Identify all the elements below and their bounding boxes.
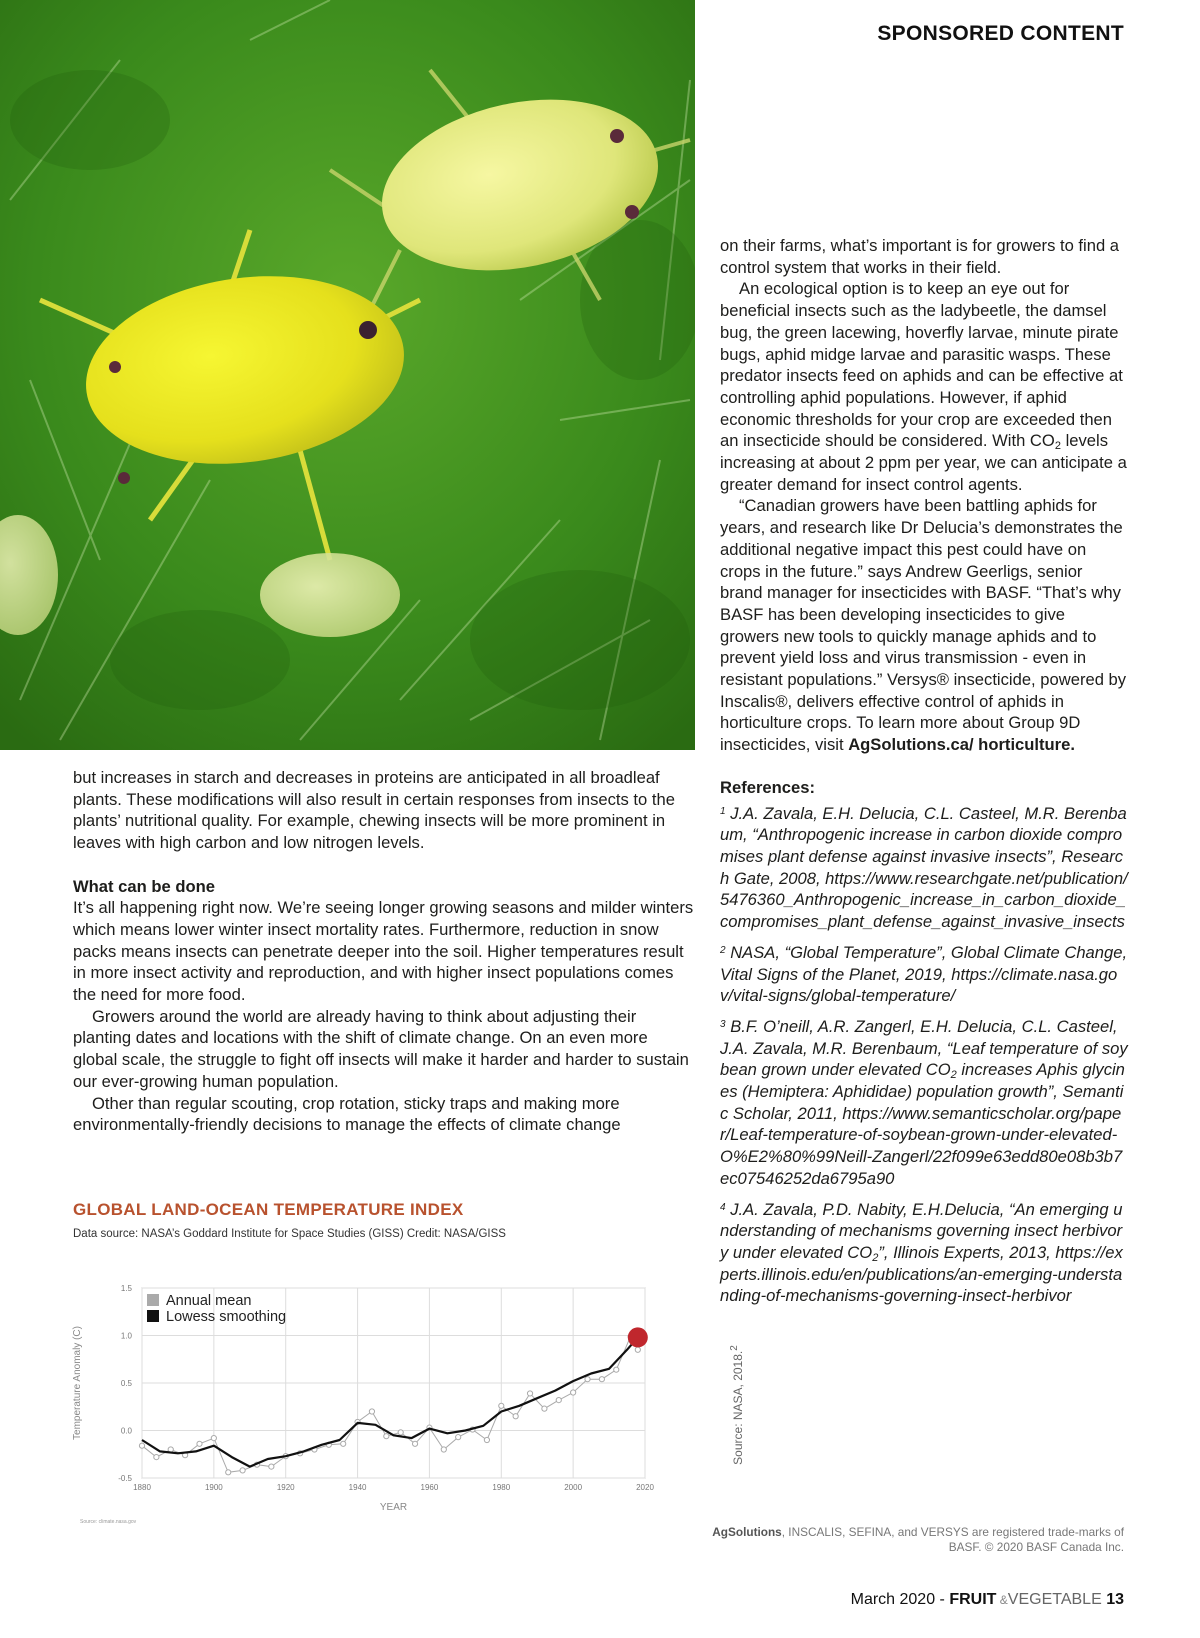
chart-small-note: Source: climate.nasa.gov	[80, 1519, 137, 1525]
reference-item: $^2$ NASA, “Global Temperature”, Global Climate Change, Vital Signs of the Planet, 2019, https://climate.nasa.gov/vital-signs/global-temperature/	[720, 942, 1128, 1006]
agsolutions-link[interactable]: AgSolutions.ca/ horticulture.	[848, 735, 1075, 755]
left-paragraph-4: Other than regular scouting, crop rotation, sticky traps and making more environmentally-friendly decisions to manage the effects of climate change	[73, 1093, 621, 1135]
annual-mean-point	[635, 1347, 640, 1352]
annual-mean-point	[542, 1406, 547, 1411]
annual-mean-point	[484, 1437, 489, 1442]
y-tick-label: 0.0	[120, 1426, 132, 1436]
x-tick-label: 2020	[636, 1483, 654, 1492]
chart-title: GLOBAL LAND-OCEAN TEMPERATURE INDEX	[73, 1200, 464, 1219]
y-axis-label: Temperature Anomaly (C)	[72, 1326, 83, 1440]
right-paragraph-3: “Canadian growers have been battling aphids for years, and research like Dr Delucia’s demonstrates the additional negative impact this pest could have on crops in the future.” says Andrew Geerligs, senior brand manager for insecticides with BASF. “That’s why BASF has been developing insecticides to give growers new tools to quickly manage aphids and to prevent yield loss and virus transmission - even in resistant populations.” Versys® insecticide, powered by Inscalis®, delivers effective control of aphids in horticulture crops. To learn more about Group 9D insecticides, visit AgSolutions.ca/ horticulture.	[720, 496, 1127, 755]
left-paragraph-2: It’s all happening right now. We’re seeing longer growing seasons and milder winters which means lower winter insect mortality rates. Furthermore, reduction in snow packs means insects can penetrate deeper into the soil. Higher temperatures result in more insect activity and reproduction, and with higher insect populations comes the need for more food.	[73, 898, 694, 1005]
y-tick-label: 1.5	[120, 1284, 132, 1293]
annual-mean-point	[341, 1441, 346, 1446]
annual-mean-point	[441, 1447, 446, 1452]
left-paragraph-1: but increases in starch and decreases in proteins are anticipated in all broadleaf plants. These modifications will also result in certain responses from insects to the plants’ nutritional quality. For example, chewing insects will be more prominent in leaves with high carbon and low nitrogen levels.	[73, 768, 675, 853]
right-paragraph-1: on their farms, what’s important is for growers to find a control system that works in their field.	[720, 236, 1120, 277]
annual-mean-point	[412, 1441, 417, 1446]
left-column	[73, 767, 695, 1136]
y-tick-label: 0.5	[120, 1379, 132, 1388]
x-axis-label: YEAR	[379, 1502, 408, 1513]
section-heading: What can be done	[73, 876, 215, 896]
legend-swatch-annual	[147, 1294, 159, 1306]
annual-mean-point	[614, 1367, 619, 1372]
sponsored-content-label: SPONSORED CONTENT	[877, 22, 1124, 45]
annual-mean-point	[513, 1414, 518, 1419]
y-tick-label: 1.0	[120, 1331, 132, 1341]
annual-mean-point	[211, 1436, 216, 1441]
y-tick-label: -0.5	[118, 1474, 132, 1483]
annual-mean-point	[154, 1455, 159, 1460]
x-tick-label: 1960	[420, 1483, 439, 1492]
legend-label-annual: Annual mean	[166, 1293, 252, 1309]
annual-mean-point	[197, 1441, 202, 1446]
left-paragraph-3: Growers around the world are already having to think about adjusting their planting dates and locations with the shift of climate change. On an even more global scale, the struggle to fight off insects will make it harder and harder to sustain our ever-growing human population.	[73, 1006, 689, 1091]
x-tick-label: 1880	[133, 1483, 151, 1492]
annual-mean-point	[369, 1409, 374, 1414]
annual-mean-point	[269, 1464, 274, 1469]
latest-value-marker	[628, 1327, 648, 1347]
trademark-notice: AgSolutions, INSCALIS, SEFINA, and VERSYS are registered trade-marks of BASF. © 2020 BASF Canada Inc.	[712, 1525, 1124, 1554]
chart-source-line: Data source: NASA’s Goddard Institute for Space Studies (GISS) Credit: NASA/GISS	[73, 1228, 506, 1240]
aphid-illustration	[0, 0, 695, 750]
annual-mean-point	[571, 1390, 576, 1395]
reference-item: $^1$ J.A. Zavala, E.H. Delucia, C.L. Casteel, M.R. Berenbaum, “Anthropogenic increase in carbon dioxide compromises plant defense against invasive insects”, Research Gate, 2008, https://www.researchgate.net/publication/5476360_Anthropogenic_increase_in_carbon_dioxide_compromises_plant_defense_against_invasive_insects	[720, 803, 1128, 932]
reference-item: $^4$ J.A. Zavala, P.D. Nabity, E.H.Delucia, “An emerging understanding of mechanisms governing insect herbivory under elevated $CO_2$”, Illinois Experts, 2013, https://experts.illinois.edu/en/publications/an-emerging-understanding-of-mechanisms-governing-insect-herbivor	[720, 1199, 1123, 1306]
references-heading: References:	[720, 777, 816, 797]
x-tick-label: 2000	[564, 1483, 583, 1492]
legend-label-lowess: Lowess smoothing	[166, 1309, 287, 1325]
temperature-chart-svg	[70, 1278, 700, 1528]
x-tick-label: 1920	[276, 1483, 295, 1492]
annual-mean-point	[527, 1391, 532, 1396]
annual-mean-point	[456, 1435, 461, 1440]
aphid-photo	[0, 0, 695, 750]
annual-mean-point	[398, 1430, 403, 1435]
reference-item: $^3$ B.F. O’neill, A.R. Zangerl, E.H. Delucia, C.L. Casteel, J.A. Zavala, M.R. Berenbaum, “Leaf temperature of soybean grown under elevated $CO_2$ increases Aphis glycines (Hemiptera: Aphididae) population growth”, Semantic Scholar, 2011, https://www.semanticscholar.org/paper/Leaf-temperature-of-soybean-grown-under-elevated-O%E2%80%99Neill-Zangerl/22f099e63edd80e08b3b7ec07546252da6795a90	[720, 1016, 1128, 1188]
annual-mean-point	[599, 1377, 604, 1382]
annual-mean-point	[139, 1443, 144, 1448]
annual-mean-point	[499, 1403, 504, 1408]
right-column	[720, 235, 1128, 1316]
x-tick-label: 1900	[204, 1483, 223, 1492]
annual-mean-point	[240, 1468, 245, 1473]
temperature-chart	[70, 1278, 700, 1528]
annual-mean-point	[585, 1377, 590, 1382]
page-footer: March 2020 - FRUIT &VEGETABLE 13	[850, 1591, 1124, 1608]
x-tick-label: 1940	[348, 1483, 367, 1492]
chart-credit-vertical: Source: NASA, 2018.$^2$	[728, 1345, 745, 1465]
x-tick-label: 1980	[492, 1483, 511, 1492]
legend-swatch-lowess	[147, 1310, 159, 1322]
annual-mean-point	[384, 1434, 389, 1439]
right-paragraph-2: An ecological option is to keep an eye out for beneficial insects such as the ladybeetle, the damsel bug, the green lacewing, hoverfly larvae, minute pirate bugs, aphid midge larvae and parasitic wasps. These predator insects feed on aphids and can be effective at controlling aphid populations. However, if aphid economic thresholds for your crop are exceeded then an insecticide should be considered. With $CO_2$ levels increasing at about 2 ppm per year, we can anticipate a greater demand for insect control agents.	[720, 279, 1127, 494]
annual-mean-point	[226, 1470, 231, 1475]
annual-mean-point	[556, 1398, 561, 1403]
